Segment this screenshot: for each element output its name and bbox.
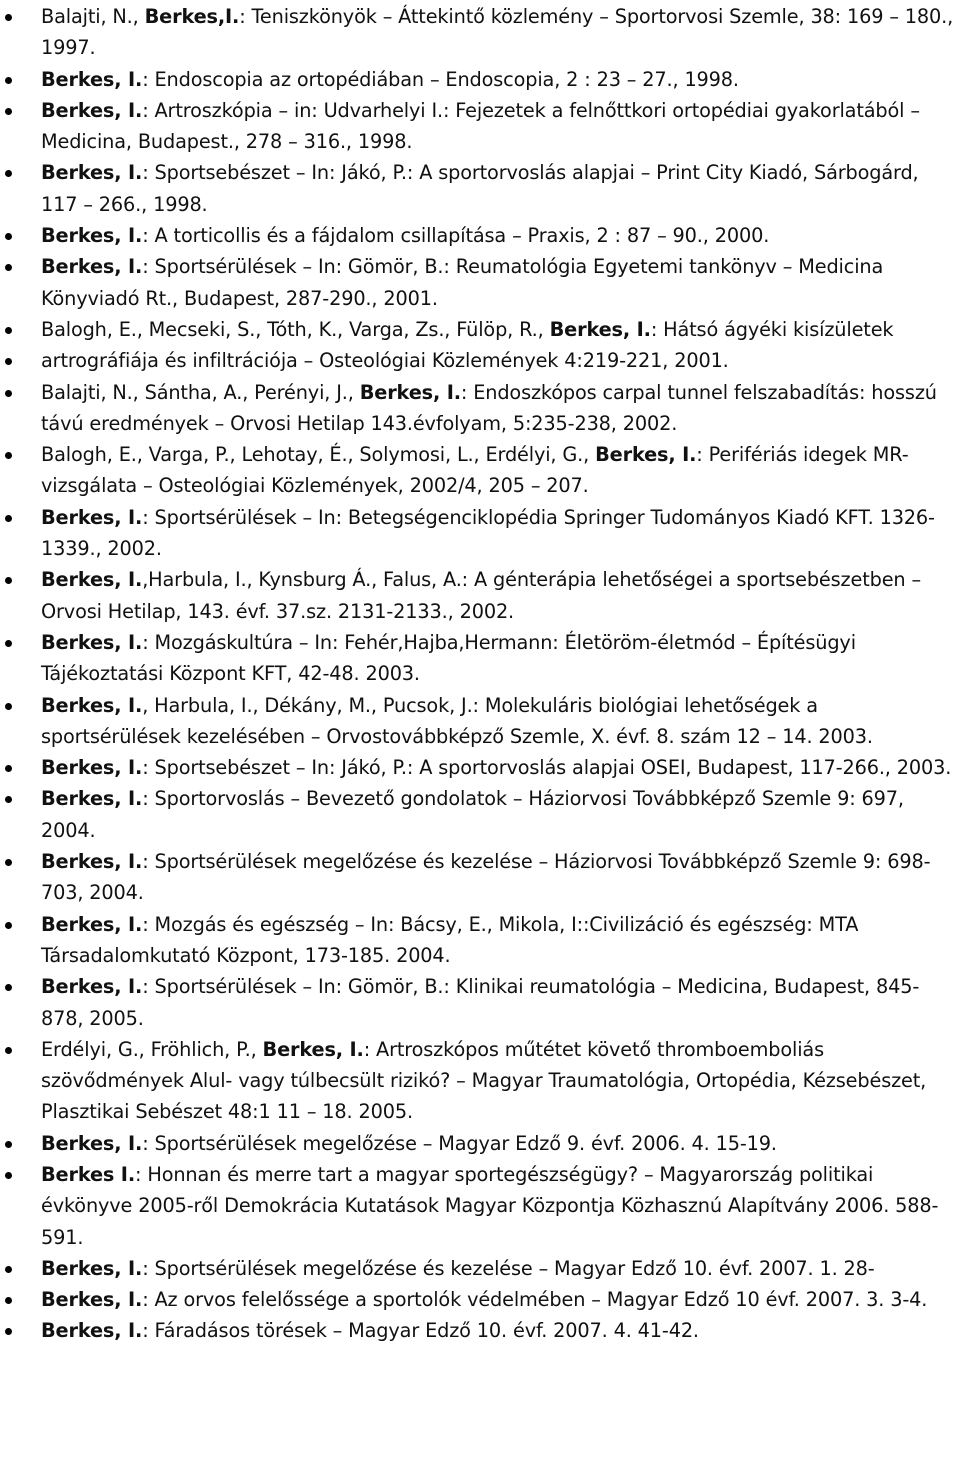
reference-item [0,1315,960,1346]
bullet-icon [5,796,12,803]
author-highlight: Berkes, I. [41,1319,143,1343]
reference-text: : Sportorvoslás – Bevezető gondolatok – Háziorvosi Továbbképző Szemle 9: 697, 2004. [41,787,904,842]
bullet-icon [5,264,12,271]
reference-text: : Sportsérülések – In: Gömör, B.: Klinikai reumatológia – Medicina, Budapest, 845-878, 2005. [41,975,920,1030]
bullet-icon [5,984,12,991]
bullet-icon [5,703,12,710]
bullet-icon [5,577,12,584]
author-highlight: Berkes, I. [41,1131,143,1155]
reference-text: : Sportsebészet – In: Jákó, P.: A sportorvoslás alapjai – Print City Kiadó, Sárbogárd, 117 – 266., 1998. [41,161,919,216]
reference-text: : Honnan és merre tart a magyar sportegészségügy? – Magyarország politikai évkönyve 2005-ről Demokrácia Kutatások Magyar Központja Közhasznú Alapítvány 2006. 588-591. [41,1162,939,1249]
reference-item [0,564,960,627]
reference-text: : Mozgás és egészség – In: Bácsy, E., Mikola, I::Civilizáció és egészség: MTA Társadalomkutató Központ, 173-185. 2004. [41,912,859,967]
reference-text: : Sportsérülések – In: Betegségenciklopédia Springer Tudományos Kiadó KFT. 1326-1339., 2002. [41,505,935,561]
bullet-icon [5,233,12,240]
bullet-icon [5,922,12,929]
reference-text: Erdélyi, G., Fröhlich, P., [41,1037,263,1061]
reference-item [0,314,960,377]
author-highlight: Berkes, I. [41,693,143,717]
reference-item [0,690,960,753]
bullet-icon [5,1266,12,1273]
reference-text: Balajti, N., [41,5,145,28]
bullet-icon [5,358,12,365]
author-highlight: Berkes, I. [359,380,461,404]
author-highlight: Berkes, I. [41,224,143,248]
bullet-icon [5,108,12,115]
reference-text: : Artroszkópia – in: Udvarhelyi I.: Fejezetek a felnőttkori ortopédiai gyakorlatából – Medicina, Budapest., 278 – 316., 1998. [41,98,920,154]
reference-text: : A torticollis és a fájdalom csillapítása – Praxis, 2 : 87 – 90., 2000. [142,224,770,248]
author-highlight: Berkes, I. [41,1256,143,1280]
reference-list [0,1,960,1347]
reference-text: : Mozgáskultúra – In: Fehér,Hajba,Hermann: Életöröm-életmód – Építésügyi Tájékoztatási Központ KFT, 42-48. 2003. [41,630,856,686]
bullet-icon [5,1328,12,1335]
reference-text: : Az orvos felelőssége a sportolók védelmében – Magyar Edző 10 évf. 2007. 3. 3-4. [142,1288,928,1312]
reference-text: : Endoszkópos carpal tunnel felszabadítás: hosszú távú eredmények – Orvosi Hetilap 143.évfolyam, 5:235-238, 2002. [41,380,937,435]
reference-item [0,502,960,565]
author-highlight: Berkes I. [41,1162,136,1186]
author-highlight: Berkes, I. [41,787,143,811]
reference-item [0,251,960,314]
reference-item [0,1128,960,1159]
bullet-icon [5,515,12,522]
reference-item [0,1284,960,1315]
author-highlight: Berkes, I. [41,568,143,592]
reference-item [0,1034,960,1128]
reference-text: Balogh, E., Mecseki, S., Tóth, K., Varga, Zs., Fülöp, R., [41,317,550,341]
author-highlight: Berkes, I. [41,756,143,780]
bullet-icon [5,859,12,866]
author-highlight: Berkes, I. [41,912,143,936]
bullet-icon [5,452,12,459]
reference-item [0,909,960,972]
reference-text: : Sportsebészet – In: Jákó, P.: A sportorvoslás alapjai OSEI, Budapest, 117-266., 2003. [142,756,952,780]
reference-item [0,157,960,220]
bullet-icon [5,77,12,84]
reference-item [0,1253,960,1284]
author-highlight: Berkes, I. [41,98,143,122]
reference-item [0,95,960,158]
bullet-icon [5,327,12,334]
reference-text: : Sportsérülések megelőzése és kezelése – Magyar Edző 10. évf. 2007. 1. 28- [142,1256,875,1280]
author-highlight: Berkes,I. [144,5,240,28]
author-highlight: Berkes, I. [595,443,697,467]
bullet-icon [5,390,12,397]
bullet-icon [5,1297,12,1304]
reference-item [0,1,960,64]
reference-item [0,64,960,95]
reference-text: , Harbula, I., Dékány, M., Pucsok, J.: Molekuláris biológiai lehetőségek a sportsérülések kezelésében – Orvostovábbképző Szemle, X. évf. 8. szám 12 – 14. 2003. [41,693,873,748]
reference-text: Balogh, E., Varga, P., Lehotay, É., Solymosi, L., Erdélyi, G., [41,443,596,467]
reference-text: ,Harbula, I., Kynsburg Á., Falus, A.: A génterápia lehetőségei a sportsebészetben – Orvosi Hetilap, 143. évf. 37.sz. 2131-2133., 2002. [41,568,921,623]
author-highlight: Berkes, I. [262,1037,364,1061]
reference-item [0,1159,960,1253]
author-highlight: Berkes, I. [41,630,143,654]
reference-text: Balajti, N., Sántha, A., Perényi, J., [41,380,360,404]
author-highlight: Berkes, I. [41,1288,143,1312]
reference-text: : Endoscopia az ortopédiában – Endoscopia, 2 : 23 – 27., 1998. [142,67,739,91]
bullet-icon [5,14,12,21]
bullet-icon [5,640,12,647]
author-highlight: Berkes, I. [41,505,143,529]
reference-item [0,439,960,502]
reference-item [0,627,960,690]
bullet-icon [5,170,12,177]
reference-text: : Perifériás idegek MR-vizsgálata – Osteológiai Közlemények, 2002/4, 205 – 207. [41,443,909,498]
reference-item [0,971,960,1034]
author-highlight: Berkes, I. [41,67,143,91]
reference-text: : Hátsó ágyéki kisízületek artrográfiája és infiltrációja – Osteológiai Közlemények 4:219-221, 2001. [41,317,894,373]
reference-item [0,220,960,251]
author-highlight: Berkes, I. [549,317,651,341]
reference-item [0,783,960,846]
reference-item [0,752,960,783]
bullet-icon [5,1141,12,1148]
author-highlight: Berkes, I. [41,850,143,874]
reference-item [0,846,960,909]
bullet-icon [5,1047,12,1054]
reference-item [0,377,960,440]
bullet-icon [5,765,12,772]
reference-text: : Sportsérülések megelőzése – Magyar Edző 9. évf. 2006. 4. 15-19. [142,1131,777,1155]
reference-text: : Fáradásos törések – Magyar Edző 10. évf. 2007. 4. 41-42. [142,1319,699,1343]
author-highlight: Berkes, I. [41,975,143,999]
bullet-icon [5,1172,12,1179]
reference-text: : Sportsérülések megelőzése és kezelése – Háziorvosi Továbbképző Szemle 9: 698-703, 2004. [41,850,931,905]
author-highlight: Berkes, I. [41,255,143,279]
reference-text: : Sportsérülések – In: Gömör, B.: Reumatológia Egyetemi tankönyv – Medicina Könyviadó Rt., Budapest, 287-290., 2001. [41,255,884,310]
reference-text: : Teniszkönyök – Áttekintő közlemény – Sportorvosi Szemle, 38: 169 – 180., 1997. [41,5,954,60]
author-highlight: Berkes, I. [41,161,143,185]
reference-text: : Artroszkópos műtétet követő thromboemboliás szövődmények Alul- vagy túlbecsült rizikó? – Magyar Traumatológia, Ortopédia, Kézsebészet, Plasztikai Sebészet 48:1 11 – 18. 2005. [41,1037,927,1124]
